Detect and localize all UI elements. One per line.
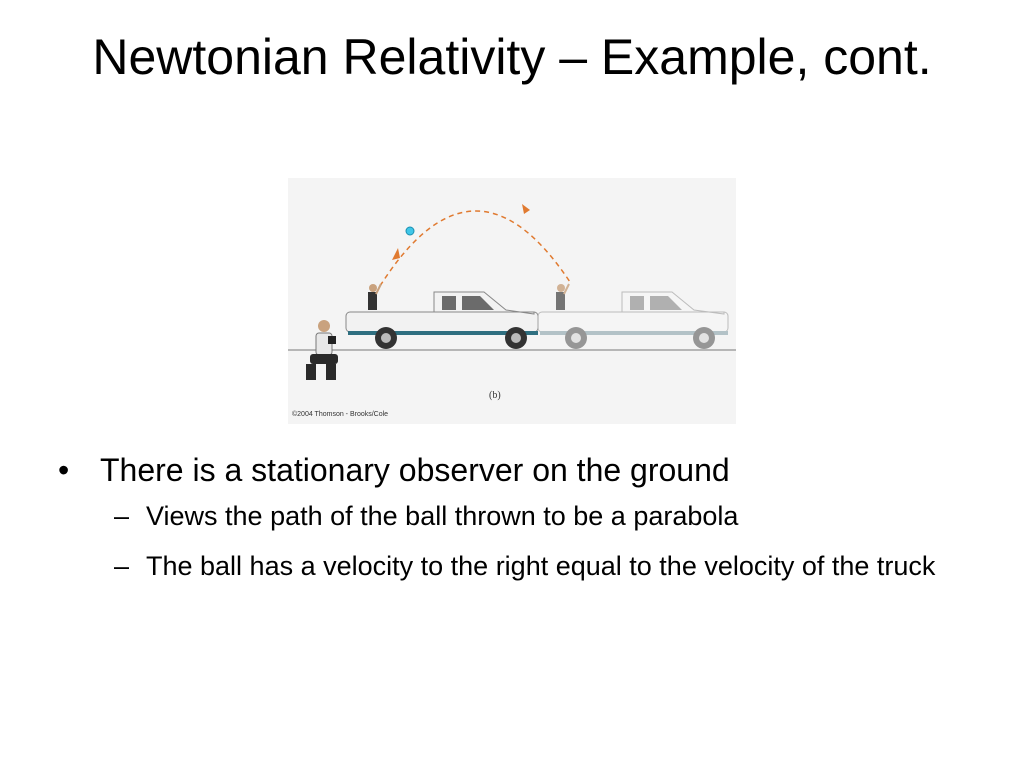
thrower-right bbox=[556, 284, 569, 310]
truck-right bbox=[538, 292, 728, 349]
truck-trajectory-illustration bbox=[288, 178, 736, 424]
sub-bullet-text: The ball has a velocity to the right equal to the velocity of the truck bbox=[146, 551, 936, 581]
sub-bullet-item bbox=[114, 550, 958, 583]
ball-trajectory bbox=[380, 211, 570, 286]
sub-bullet-marker: – bbox=[114, 551, 130, 581]
sub-bullet-marker: – bbox=[114, 501, 130, 531]
sub-bullet-item bbox=[114, 500, 958, 533]
ball bbox=[406, 227, 414, 235]
bullet-item bbox=[58, 450, 958, 490]
trajectory-arrow-right bbox=[522, 204, 530, 214]
figure-copyright: ©2004 Thomson - Brooks/Cole bbox=[292, 411, 389, 418]
sub-bullet-text: Views the path of the ball thrown to be a parabola bbox=[146, 501, 739, 531]
physics-figure bbox=[288, 178, 736, 424]
bullet-list bbox=[58, 450, 958, 600]
thrower-left bbox=[368, 284, 381, 310]
trajectory-arrow-left bbox=[392, 248, 400, 260]
slide-title: Newtonian Relativity – Example, cont. bbox=[92, 29, 932, 85]
bullet-marker: • bbox=[58, 452, 70, 488]
bullet-text: There is a stationary observer on the ground bbox=[100, 452, 730, 488]
sub-bullet-list bbox=[58, 500, 958, 583]
figure-caption: (b) bbox=[489, 390, 501, 401]
